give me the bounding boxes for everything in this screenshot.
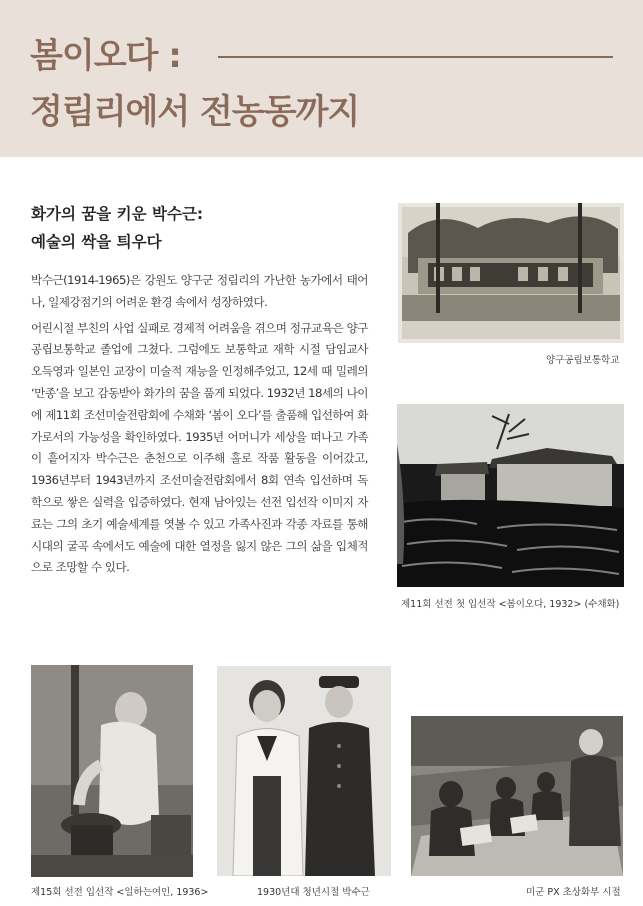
header-band xyxy=(0,0,643,157)
school-photo xyxy=(398,203,624,343)
body-paragraph: 어린시절 부친의 사업 실패로 경제적 어려움을 겪으며 정규교육은 양구공립보통학교 졸업에 그쳤다. 그럼에도 보통학교 재학 시절 담임교사 오득영과 일본인 교장이 미술적 재능을 인정해주었고, 12세 때 밀레의 ‘만종’을 보고 감동받아 화가의 꿈을 품게 되었다. 1932년 18세의 나이에 제11회 조선미술전람회에 수채화 ‘봄이 오다’를 출품해 입선하여 화가로서의 가능성을 확인하였다. 1935년 어머니가 세상을 떠나고 가족이 흩어지자 박수근은 춘천으로 이주해 홀로 작품 활동을 이어갔고, 1936년부터 1943년까지 조선미술전람회에서 8회 연속 입선하며 독학으로 쌓은 실력을 입증하였다. 현재 남아있는 선전 입선작 이미지 자료는 그의 초기 예술세계를 엿볼 수 있고 가족사진과 각종 자료를 통해 시대의 굴곡 속에서도 예술에 대한 열정을 잃지 않은 그의 삶을 입체적으로 조망할 수 있다. xyxy=(31,320,368,575)
title-divider xyxy=(218,56,613,58)
page-title-line2: 정림리에서 전농동까지 xyxy=(30,92,360,132)
photo-caption: 제15회 선전 입선작 <일하는여인, 1936> xyxy=(31,887,209,898)
photo-caption: 양구공립보통학교 xyxy=(546,355,620,366)
page-title-line1: 봄이오다 : xyxy=(30,36,181,76)
painting-photo xyxy=(31,665,193,877)
workshop-photo xyxy=(411,716,623,876)
photo-caption: 제11회 선전 첫 입선작 <봄이오다, 1932> (수채화) xyxy=(401,599,620,610)
subheading-line2: 예술의 싹을 틔우다 xyxy=(31,233,162,251)
body-paragraph: 박수근(1914-1965)은 강원도 양구군 정림리의 가난한 농가에서 태어나, 일제강점기의 어려운 환경 속에서 성장하였다. xyxy=(31,273,368,309)
photo-caption: 미군 PX 초상화부 시절 xyxy=(526,887,621,898)
section-subheading xyxy=(31,200,361,256)
photo-caption: 1930년대 청년시절 박수근 xyxy=(257,887,370,898)
subheading-line1: 화가의 꿈을 키운 박수근: xyxy=(31,205,204,223)
body-text xyxy=(31,270,368,583)
portrait-photo xyxy=(217,666,391,876)
painting-photo xyxy=(397,404,624,587)
